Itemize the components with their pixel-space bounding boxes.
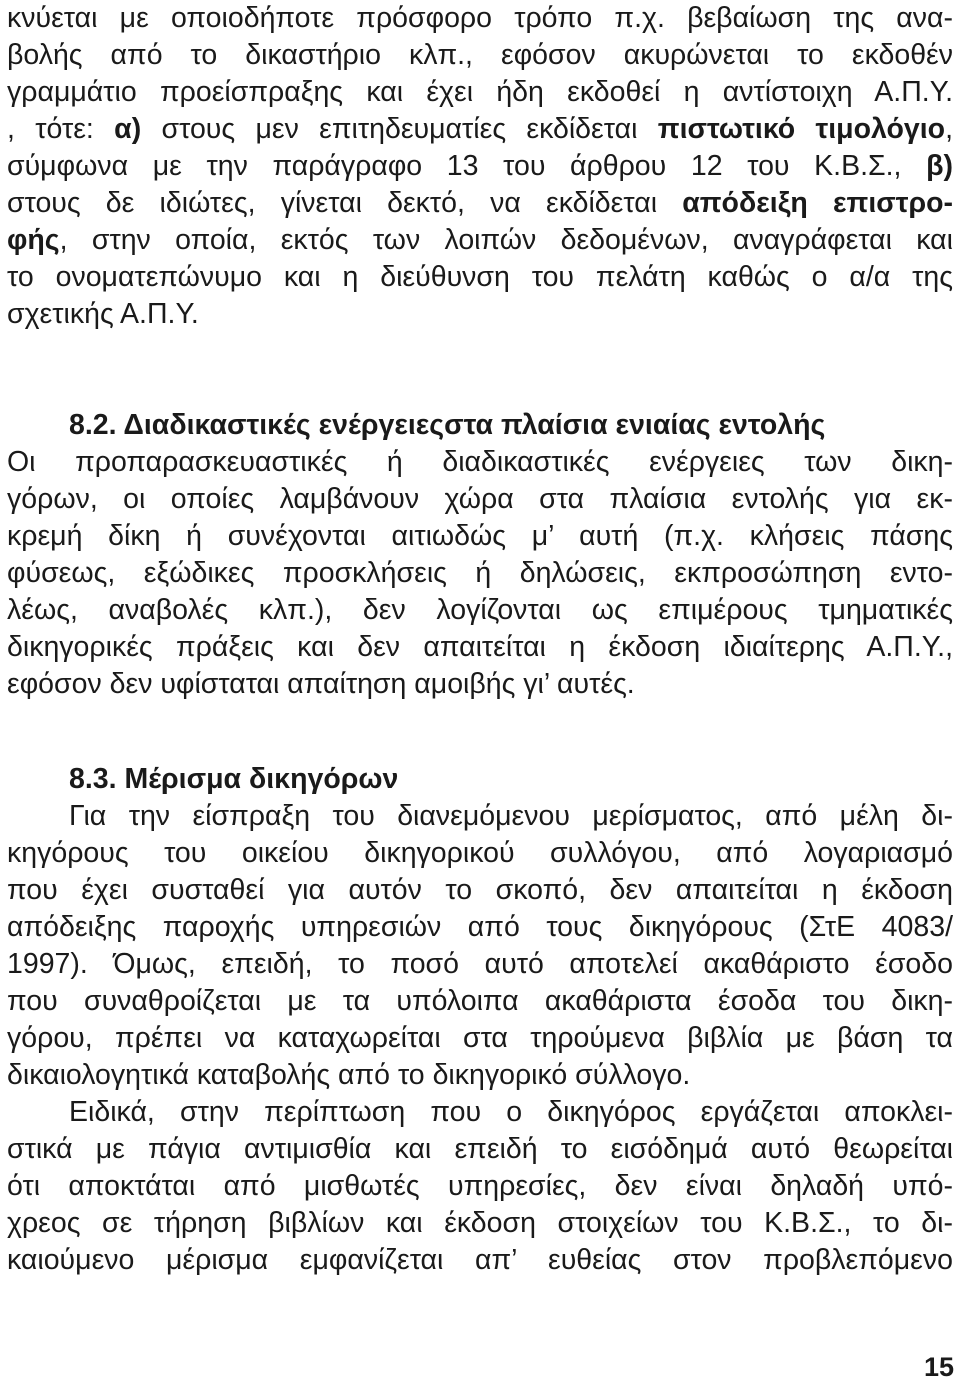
text-line: γόρων, οι οποίες λαμβάνουν χώρα στα πλαίσια εντολής για εκ- [7, 483, 953, 515]
bold-term-credit-invoice: πιστωτικό τιμολόγιο [657, 113, 946, 145]
bold-term-return-receipt: απόδειξη επιστρο- [682, 187, 953, 219]
page-number: 15 [923, 1352, 954, 1382]
section-8-3 [7, 761, 953, 1279]
text-line: λέως, αναβολές κλπ.), δεν λογίζονται ως επιμέρους τμηματικές [7, 594, 953, 626]
text-line: Ειδικά, στην περίπτωση που ο δικηγόρος εργάζεται αποκλει- [69, 1096, 953, 1128]
text-line: που έχει συσταθεί για αυτόν το σκοπό, δεν απαιτείται η έκδοση [7, 874, 953, 906]
bold-term-return-receipt-end: φής [7, 224, 60, 256]
text-line: Οι προπαρασκευαστικές ή διαδικαστικές ενέργειες των δικη- [7, 446, 953, 478]
text-line: Για την είσπραξη του διανεμόμενου μερίσματος, από μέλη δι- [69, 800, 953, 832]
bold-label-a: α) [114, 113, 142, 145]
text-line: φύσεως, εξώδικες προσκλήσεις ή δηλώσεις, εκπροσώπηση εντο- [7, 557, 953, 589]
text-line: κρεμή δίκη ή συνέχονται αιτιωδώς μ’ αυτή (π.χ. κλήσεις πάσης [7, 520, 953, 552]
text-line: γραμμάτιο προείσπραξης και έχει ήδη εκδοθεί η αντίστοιχη Α.Π.Υ. [7, 76, 953, 108]
text-fragment: , στην οποία, εκτός των λοιπών δεδομένων, αναγράφεται και [59, 224, 953, 256]
text-line: καιούμενο μέρισμα εμφανίζεται απ’ ευθείας στον προβλεπόμενο [7, 1244, 953, 1276]
text-fragment: στους δε ιδιώτες, γίνεται δεκτό, να εκδίδεται [7, 187, 683, 219]
text-line [7, 185, 953, 222]
text-line [7, 111, 953, 148]
text-line: το ονοματεπώνυμο και η διεύθυνση του πελάτη καθώς ο α/α της [7, 261, 953, 293]
text-line: δικηγορικές πράξεις και δεν απαιτείται η έκδοση ιδιαίτερης Α.Π.Υ., [7, 631, 953, 663]
text-line: γόρου, πρέπει να καταχωρείται στα τηρούμενα βιβλία με βάση τα [7, 1022, 953, 1054]
text-line [7, 148, 953, 185]
bold-label-b: β) [926, 150, 953, 182]
section-heading: 8.3. Μέρισμα δικηγόρων [69, 763, 399, 795]
section-heading: 8.2. Διαδικαστικές ενέργειεςστα πλαίσια ενιαίας εντολής [69, 409, 826, 441]
text-fragment: , τότε: [7, 113, 115, 145]
text-line: στικά με πάγια αντιμισθία και επειδή το εισόδημά αυτό θεωρείται [7, 1133, 953, 1165]
text-line: που συναθροίζεται με τα υπόλοιπα ακαθάριστα έσοδα του δικη- [7, 985, 953, 1017]
text-line: δικαιολογητικά καταβολής από το δικηγορικό σύλλογο. [7, 1059, 691, 1091]
section-8-2 [7, 407, 953, 703]
text-line: 1997). Όμως, επειδή, το ποσό αυτό αποτελεί ακαθάριστο έσοδο [7, 948, 953, 980]
continued-paragraph [7, 0, 953, 333]
text-line: εφόσον δεν υφίσταται απαίτηση αμοιβής γι’ αυτές. [7, 668, 635, 700]
text-fragment: σύμφωνα με την παράγραφο 13 του άρθρου 12 του Κ.Β.Σ., [7, 150, 927, 182]
text-line [7, 222, 953, 259]
text-fragment: στους μεν επιτηδευματίες εκδίδεται [141, 113, 658, 145]
text-line: σχετικής Α.Π.Υ. [7, 298, 199, 330]
text-line: κνύεται με οποιοδήποτε πρόσφορο τρόπο π.χ. βεβαίωση της ανα- [7, 2, 953, 34]
text-line: χρεος σε τήρηση βιβλίων και έκδοση στοιχείων του Κ.Β.Σ., το δι- [7, 1207, 953, 1239]
text-line: ότι αποκτάται από μισθωτές υπηρεσίες, δεν είναι δηλαδή υπό- [7, 1170, 953, 1202]
text-line: κηγόρους του οικείου δικηγορικού συλλόγου, από λογαριασμό [7, 837, 953, 869]
text-fragment: , [945, 113, 953, 145]
text-line: απόδειξης παροχής υπηρεσιών από τους δικηγόρους (ΣτΕ 4083/ [7, 911, 953, 943]
text-line: βολής από το δικαστήριο κλπ., εφόσον ακυρώνεται το εκδοθέν [7, 39, 953, 71]
